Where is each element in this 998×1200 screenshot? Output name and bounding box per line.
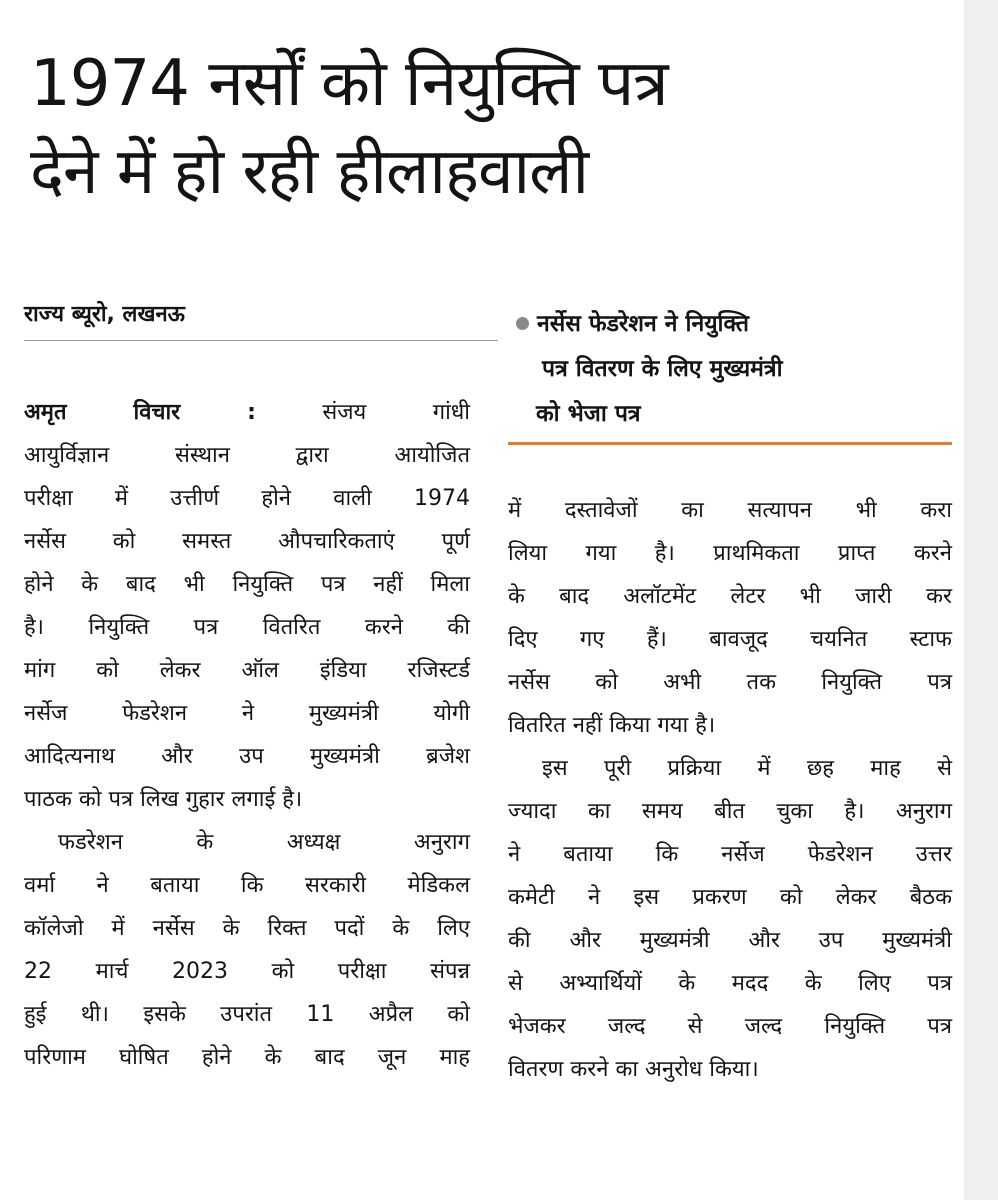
- article-line: वर्मा ने बताया कि सरकारी मेडिकल: [24, 873, 470, 898]
- article-line: की और मुख्यमंत्री और उप मुख्यमंत्री: [508, 928, 952, 953]
- headline-line-2: देने में हो रही हीलाहवाली: [30, 135, 589, 209]
- article-line: भेजकर जल्द से जल्द नियुक्ति पत्र: [508, 1014, 952, 1039]
- subheadline-accent-rule: [508, 442, 952, 445]
- article-line: वितरण करने का अनुरोध किया।: [508, 1057, 759, 1082]
- article-line: ज्यादा का समय बीत चुका है। अनुराग: [508, 799, 952, 824]
- article-column-right: [508, 489, 952, 1091]
- subheadline-line-3: को भेजा पत्र: [536, 401, 641, 427]
- subheadline: [514, 302, 954, 437]
- article-line: 22 मार्च 2023 को परीक्षा संपन्न: [24, 959, 470, 984]
- article-column-left: [24, 391, 470, 1079]
- article-line: मांग को लेकर ऑल इंडिया रजिस्टर्ड: [24, 658, 470, 683]
- article-line: वितरित नहीं किया गया है।: [508, 713, 716, 738]
- article-line: में दस्तावेजों का सत्यापन भी करा: [508, 498, 952, 523]
- article-line: के बाद अलॉटमेंट लेटर भी जारी कर: [508, 584, 952, 609]
- article-line: पाठक को पत्र लिख गुहार लगाई है।: [24, 787, 303, 812]
- article-line: लिया गया है। प्राथमिकता प्राप्त करने: [508, 541, 952, 566]
- article-line: दिए गए हैं। बावजूद चयनित स्टाफ: [508, 627, 952, 652]
- article-line: नर्सेस को समस्त औपचारिकताएं पूर्ण: [24, 529, 470, 554]
- article-line: है। नियुक्ति पत्र वितरित करने की: [24, 615, 470, 640]
- article-line: इस पूरी प्रक्रिया में छह माह से: [542, 756, 952, 781]
- article-line: अमृत विचार : संजय गांधी: [24, 400, 470, 425]
- article-line: आदित्यनाथ और उप मुख्यमंत्री ब्रजेश: [24, 744, 470, 769]
- article-line: होने के बाद भी नियुक्ति पत्र नहीं मिला: [24, 572, 470, 597]
- article-line: हुई थी। इसके उपरांत 11 अप्रैल को: [24, 1002, 470, 1027]
- subheadline-line-1: नर्सेस फेडरेशन ने नियुक्ति: [514, 302, 954, 347]
- article-line: कमेटी ने इस प्रकरण को लेकर बैठक: [508, 885, 952, 910]
- article-line: नर्सेज फेडरेशन ने मुख्यमंत्री योगी: [24, 701, 470, 726]
- article-line: नर्सेस को अभी तक नियुक्ति पत्र: [508, 670, 952, 695]
- article-line: फडरेशन के अध्यक्ष अनुराग: [58, 830, 470, 855]
- headline-line-1: 1974 नर्सों को नियुक्ति पत्र: [30, 47, 668, 121]
- byline-divider: [24, 340, 498, 341]
- article-line: आयुर्विज्ञान संस्थान द्वारा आयोजित: [24, 443, 470, 468]
- byline: राज्य ब्यूरो, लखनऊ: [24, 302, 185, 327]
- subheadline-line-2: पत्र वितरण के लिए मुख्यमंत्री: [542, 356, 783, 382]
- article-line: कॉलेजो में नर्सेस के रिक्त पदों के लिए: [24, 916, 470, 941]
- article-line: ने बताया कि नर्सेज फेडरेशन उत्तर: [508, 842, 952, 867]
- scrollbar-gutter: [964, 0, 998, 1200]
- article-line: परिणाम घोषित होने के बाद जून माह: [24, 1045, 470, 1070]
- lead-label: अमृत विचार :: [24, 400, 256, 425]
- article-line: परीक्षा में उत्तीर्ण होने वाली 1974: [24, 486, 470, 511]
- article-line: से अभ्यार्थियों के मदद के लिए पत्र: [508, 971, 952, 996]
- bullet-icon: [516, 317, 529, 330]
- headline: [30, 40, 950, 216]
